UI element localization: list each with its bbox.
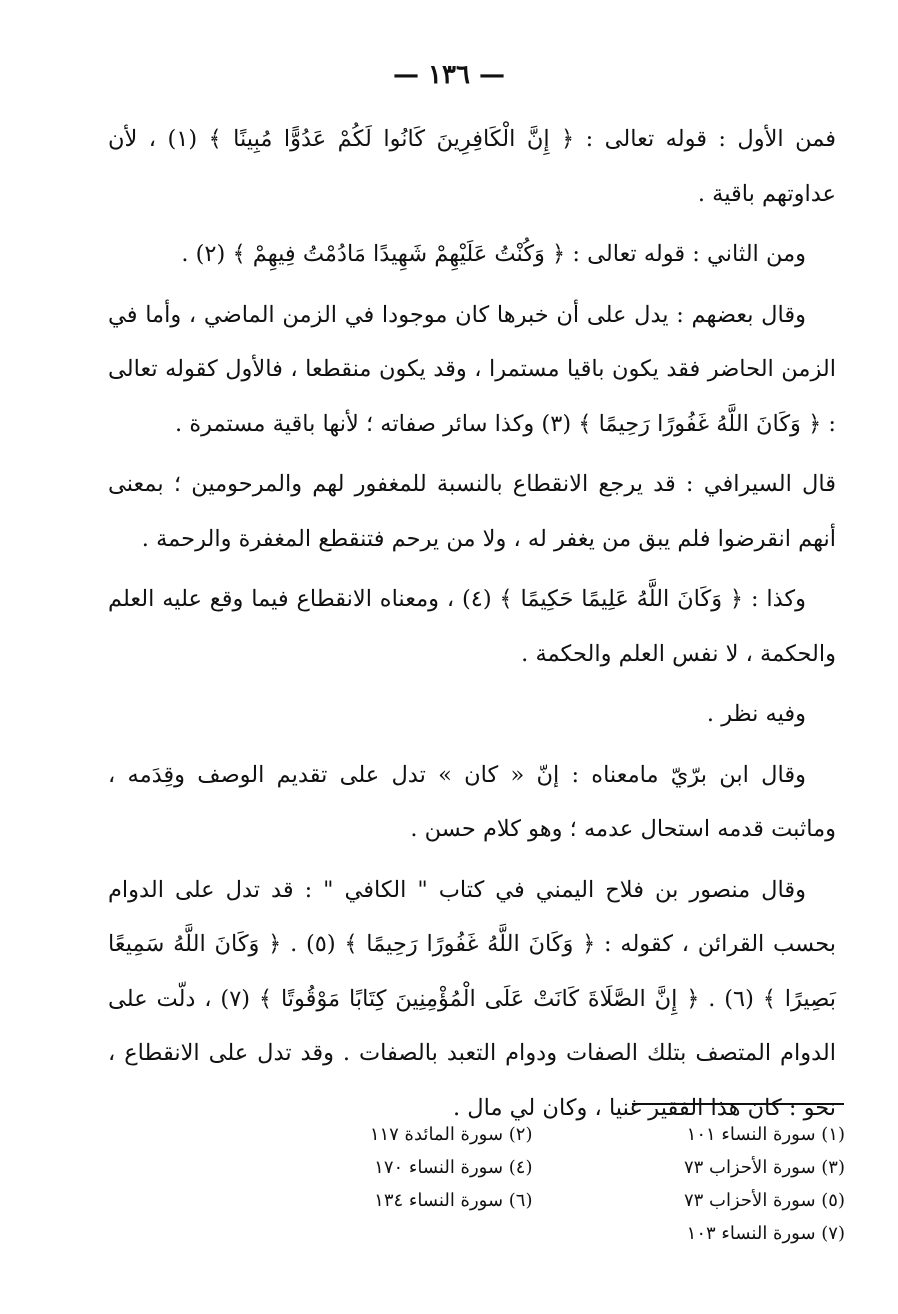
- paragraph: وفيه نظر .: [706, 701, 806, 727]
- footnote-divider: [632, 1103, 844, 1105]
- footnote: (٥) سورة الأحزاب ٧٣: [683, 1190, 845, 1211]
- page-number: — ١٣٦ —: [392, 60, 506, 90]
- footnote: (٣) سورة الأحزاب ٧٣: [683, 1157, 845, 1178]
- paragraph: قال السيرافي : قد يرجع الانقطاع بالنسبة للمغفور لهم والمرحومين ؛ بمعنى أنهم انقرضوا فلم يبق من يغفر له ، ولا من يرحم فتنقطع المغفرة والرحمة .: [108, 471, 836, 552]
- footnote: (٢) سورة المائدة ١١٧: [369, 1124, 533, 1145]
- footnote: (٧) سورة النساء ١٠٣: [686, 1223, 845, 1244]
- body-text: [108, 112, 836, 1141]
- paragraph: ومن الثاني : قوله تعالى : ﴿ وَكُنْتُ عَلَيْهِمْ شَهِيدًا مَادُمْتُ فِيهِمْ ﴾ (٢) .: [181, 241, 806, 267]
- paragraph: وقال منصور بن فلاح اليمني في كتاب " الكافي " : قد تدل على الدوام بحسب القرائن ، كقوله : ﴿ وَكَانَ اللَّهُ غَفُورًا رَحِيمًا ﴾ (٥) . ﴿ وَكَانَ اللَّهُ سَمِيعًا بَصِيرًا ﴾ (٦) . ﴿ إِنَّ الصَّلَاةَ كَانَتْ عَلَى الْمُؤْمِنِينَ كِتَابًا مَوْقُوتًا ﴾ (٧) ، دلّت على الدوام المتصف بتلك الصفات ودوام التعبد بالصفات . وقد تدل على الانقطاع ، نحو : كان هذا الفقير غنيا ، وكان لي مال .: [108, 876, 836, 1121]
- paragraph: وكذا : ﴿ وَكَانَ اللَّهُ عَلِيمًا حَكِيمًا ﴾ (٤) ، ومعناه الانقطاع فيما وقع عليه العلم والحكمة ، لا نفس العلم والحكمة .: [108, 586, 836, 667]
- paragraph: وقال ابن برّيّ مامعناه : إنّ « كان » تدل على تقديم الوصف وقِدَمه ، وماثبت قدمه استحال عدمه ؛ وهو كلام حسن .: [108, 761, 836, 842]
- footnote: (١) سورة النساء ١٠١: [686, 1124, 845, 1145]
- footnote: (٤) سورة النساء ١٧٠: [374, 1157, 533, 1178]
- paragraph: وقال بعضهم : يدل على أن خبرها كان موجودا في الزمن الماضي ، وأما في الزمن الحاضر فقد يكون باقيا مستمرا ، وقد يكون منقطعا ، فالأول كقوله تعالى : ﴿ وَكَانَ اللَّهُ غَفُورًا رَحِيمًا ﴾ (٣) وكذا سائر صفاته ؛ لأنها باقية مستمرة .: [108, 301, 836, 437]
- paragraph: فمن الأول : قوله تعالى : ﴿ إِنَّ الْكَافِرِينَ كَانُوا لَكُمْ عَدُوًّا مُبِينًا ﴾ (١) ، لأن عداوتهم باقية .: [108, 126, 836, 207]
- footnotes: [280, 1118, 845, 1250]
- footnote: (٦) سورة النساء ١٣٤: [374, 1190, 533, 1211]
